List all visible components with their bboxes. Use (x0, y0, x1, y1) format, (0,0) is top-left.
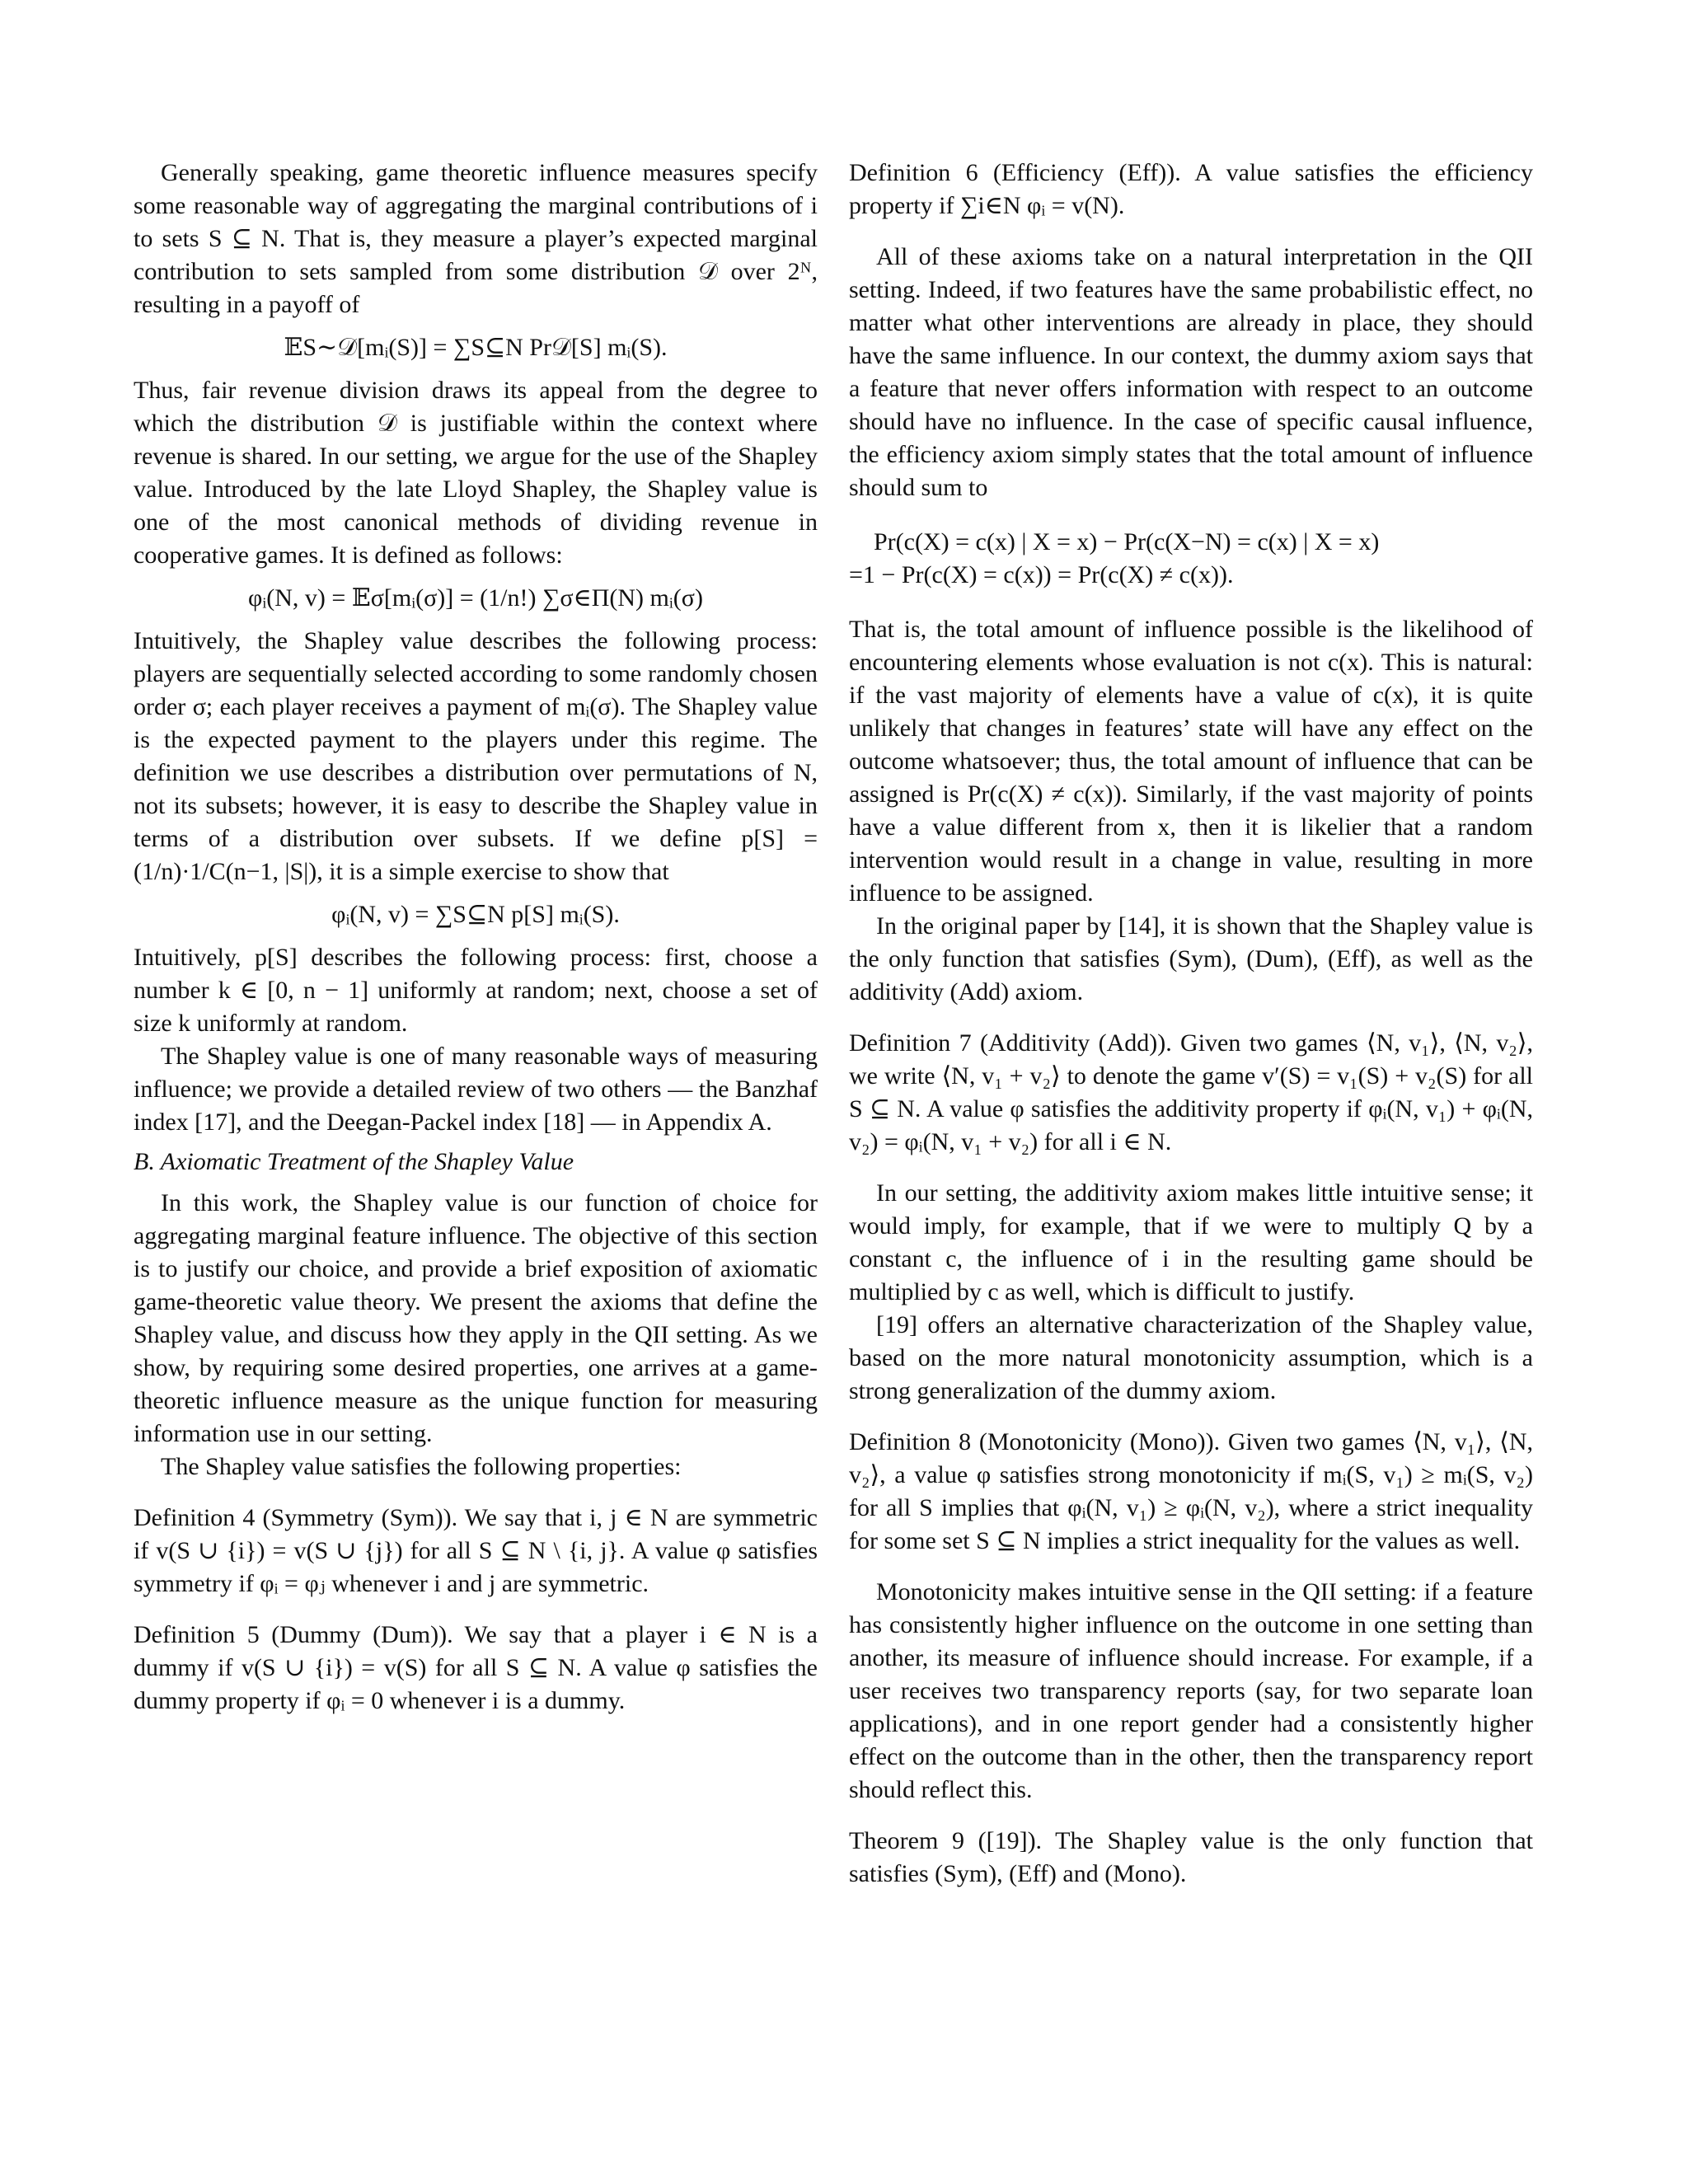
equation: 𝔼S∼𝒟[mᵢ(S)] = ∑S⊆N Pr𝒟[S] mᵢ(S). (284, 334, 668, 361)
definition-4: Definition 4 (Symmetry (Sym)). We say that i, j ∈ N are symmetric if v(S ∪ {i}) = v(S ∪ {j}) for all S ⊆ N \ {i, j}. A value φ satisfies symmetry if φᵢ = φⱼ whenever i and j are symmetric. (134, 1504, 818, 1597)
equation-block (849, 526, 1533, 592)
paragraph: The Shapley value satisfies the following properties: (161, 1453, 682, 1480)
equation-line: =1 − Pr(c(X) = c(x)) = Pr(c(X) ≠ c(x)). (849, 561, 1234, 588)
paragraph: Intuitively, the Shapley value describes the following process: players are sequentially selected according to some randomly chosen order σ; each player receives a payment of mᵢ(σ). The Shapley value is the expected payment to the players under this regime. The definition we use describes a distribution over permutations of N, not its subsets; however, it is easy to describe the Shapley value in terms of a distribution over subsets. If we define p[S] = (1/n)·1/C(n−1, |S|), it is a simple exercise to show that (134, 627, 818, 885)
paragraph: In our setting, the additivity axiom makes little intuitive sense; it would imply, for example, that if we were to multiply Q by a constant c, the influence of i in the resulting game should be multiplied by c as well, which is difficult to justify. (849, 1179, 1533, 1305)
definition-5: Definition 5 (Dummy (Dum)). We say that a player i ∈ N is a dummy if v(S ∪ {i}) = v(S) for all S ⊆ N. A value φ satisfies the dummy property if φᵢ = 0 whenever i is a dummy. (134, 1621, 818, 1714)
definition-7: Definition 7 (Additivity (Add)). Given two games ⟨N, v₁⟩, ⟨N, v₂⟩, we write ⟨N, v₁ + v₂⟩ to denote the game v′(S) = v₁(S) + v₂(S) for all S ⊆ N. A value φ satisfies the additivity property if φᵢ(N, v₁) + φᵢ(N, v₂) = φᵢ(N, v₁ + v₂) for all i ∈ N. (849, 1029, 1533, 1155)
paragraph: Thus, fair revenue division draws its appeal from the degree to which the distribution 𝒟 is justifiable within the context where revenue is shared. In our setting, we argue for the use of the Shapley value. Introduced by the late Lloyd Shapley, the Shapley value is one of the most canonical methods of dividing revenue in cooperative games. It is defined as follows: (134, 377, 818, 569)
right-column (849, 157, 1533, 1891)
paragraph: All of these axioms take on a natural interpretation in the QII setting. Indeed, if two features have the same probabilistic effect, no matter what other interventions are already in place, they should have the same influence. In our context, the dummy axiom says that a feature that never offers information with respect to an outcome should have no influence. In the case of specific causal influence, the efficiency axiom simply states that the total amount of influence should sum to (849, 243, 1533, 501)
theorem-9: Theorem 9 ([19]). The Shapley value is the only function that satisfies (Sym), (Eff) and (Mono). (849, 1827, 1533, 1887)
paragraph: Generally speaking, game theoretic influence measures specify some reasonable way of aggregating the marginal contributions of i to sets S ⊆ N. That is, they measure a player’s expected marginal contribution to sets sampled from some distribution 𝒟 over 2ᴺ, resulting in a payoff of (134, 159, 818, 318)
equation: φᵢ(N, v) = 𝔼σ[mᵢ(σ)] = (1/n!) ∑σ∈Π(N) mᵢ(σ) (248, 584, 703, 612)
paragraph: In the original paper by [14], it is shown that the Shapley value is the only function that satisfies (Sym), (Dum), (Eff), as well as the additivity (Add) axiom. (849, 912, 1533, 1005)
left-column (134, 157, 818, 1718)
paragraph: In this work, the Shapley value is our function of choice for aggregating marginal feature influence. The objective of this section is to justify our choice, and provide a brief exposition of axiomatic game-theoretic value theory. We present the axioms that define the Shapley value, and discuss how they apply in the QII setting. As we show, by requiring some desired properties, one arrives at a game-theoretic influence measure as the unique function for measuring information use in our setting. (134, 1189, 818, 1447)
paragraph: [19] offers an alternative characterization of the Shapley value, based on the more natural monotonicity assumption, which is a strong generalization of the dummy axiom. (849, 1311, 1533, 1404)
subsection-heading: B. Axiomatic Treatment of the Shapley Value (134, 1148, 574, 1175)
equation: φᵢ(N, v) = ∑S⊆N p[S] mᵢ(S). (331, 901, 620, 928)
paragraph: Monotonicity makes intuitive sense in the QII setting: if a feature has consistently higher influence on the outcome in one setting than another, its measure of influence should increase. For example, if a user receives two transparency reports (say, for two separate loan applications), and in one report gender had a consistently higher effect on the outcome than in the other, then the transparency report should reflect this. (849, 1578, 1533, 1803)
equation-line: Pr(c(X) = c(x) | X = x) − Pr(c(X−N) = c(x) | X = x) (874, 528, 1380, 555)
paragraph: That is, the total amount of influence possible is the likelihood of encountering elements whose evaluation is not c(x). This is natural: if the vast majority of elements have a value of c(x), it is quite unlikely that changes in features’ state will have any effect on the outcome whatsoever; thus, the total amount of influence that can be assigned is Pr(c(X) ≠ c(x)). Similarly, if the vast majority of points have a value different from x, then it is likelier that a random intervention would result in a change in value, resulting in more influence to be assigned. (849, 616, 1533, 907)
definition-8: Definition 8 (Monotonicity (Mono)). Given two games ⟨N, v₁⟩, ⟨N, v₂⟩, a value φ satisfies strong monotonicity if mᵢ(S, v₁) ≥ mᵢ(S, v₂) for all S implies that φᵢ(N, v₁) ≥ φᵢ(N, v₂), where a strict inequality for some set S ⊆ N implies a strict inequality for the values as well. (849, 1428, 1533, 1554)
paragraph: The Shapley value is one of many reasonable ways of measuring influence; we provide a detailed review of two others — the Banzhaf index [17], and the Deegan-Packel index [18] — in Appendix A. (134, 1043, 818, 1136)
definition-6: Definition 6 (Efficiency (Eff)). A value satisfies the efficiency property if ∑i∈N φᵢ = v(N). (849, 159, 1533, 219)
paragraph: Intuitively, p[S] describes the following process: first, choose a number k ∈ [0, n − 1] uniformly at random; next, choose a set of size k uniformly at random. (134, 944, 818, 1037)
